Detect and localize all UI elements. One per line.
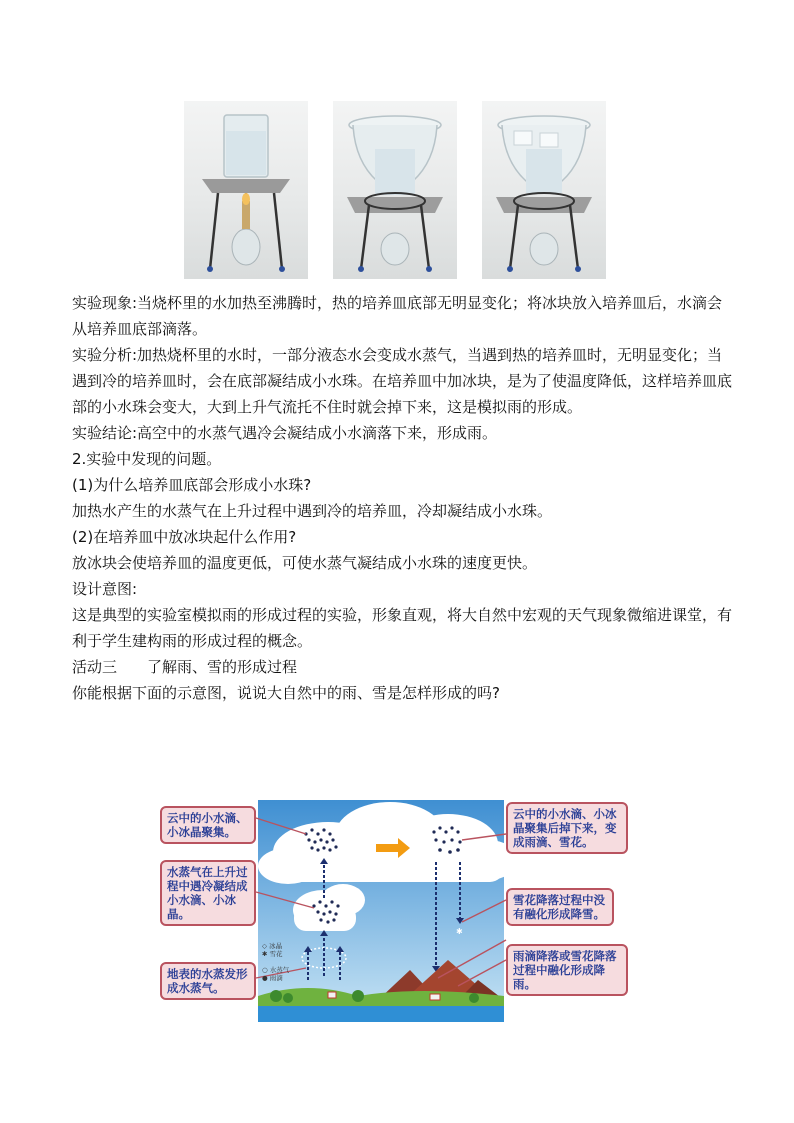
svg-text:✱: ✱	[456, 927, 463, 936]
legend-ice-crystal: ◇ 冰晶	[262, 942, 283, 950]
legend-water-vapor: ○ 水蒸气	[262, 966, 290, 974]
paragraph-design-intent-label: 设计意图:	[72, 580, 138, 598]
paragraph-problems-heading: 2.实验中发现的问题。	[72, 450, 222, 468]
water	[258, 1006, 504, 1022]
callout-falling-from-cloud: 云中的小水滴、小冰晶聚集后掉下来，变成雨滴、雪花。	[506, 802, 628, 854]
paragraph-analysis: 实验分析:加热烧杯里的水时，一部分液态水会变成水蒸气，当遇到热的培养皿时，无明显变化；当遇到冷的培养皿时，会在底部凝结成小水珠。在培养皿中加冰块，是为了使温度降低，这样培养皿底部的小水珠会变大，大到上升气流托不住时就会掉下来，这是模拟雨的形成。	[72, 346, 733, 416]
callout-vapor-condensing: 水蒸气在上升过程中遇冷凝结成小水滴、小冰晶。	[160, 860, 256, 926]
text-body	[72, 290, 732, 706]
photo-dish-with-ice	[482, 101, 606, 279]
callout-rainfall: 雨滴降落或雪花降落过程中融化形成降雨。	[506, 944, 628, 996]
paragraph-conclusion: 实验结论:高空中的水蒸气遇冷会凝结成小水滴落下来，形成雨。	[72, 424, 498, 442]
rain-snow-diagram	[158, 800, 630, 1022]
callout-cloud-gathering: 云中的小水滴、小冰晶聚集。	[160, 806, 256, 844]
paragraph-design-intent: 这是典型的实验室模拟雨的形成过程的实验，形象直观，将大自然中宏观的天气现象微缩进课堂，有利于学生建构雨的形成过程的概念。	[72, 606, 733, 650]
paragraph-question-1: (1)为什么培养皿底部会形成小水珠?	[72, 476, 312, 494]
callout-surface-evaporation: 地表的水蒸发形成水蒸气。	[160, 962, 256, 1000]
paragraph-phenomenon: 实验现象:当烧杯里的水加热至沸腾时，热的培养皿底部无明显变化；将冰块放入培养皿后，水滴会从培养皿底部滴落。	[72, 294, 723, 338]
diagram-legend	[262, 942, 289, 982]
photo-dish-on-beaker	[333, 101, 457, 279]
legend-raindrop: ● 雨滴	[262, 974, 283, 982]
experiment-photos	[184, 101, 606, 279]
paragraph-answer-2: 放冰块会使培养皿的温度更低，可使水蒸气凝结成小水珠的速度更快。	[72, 554, 538, 572]
paragraph-diagram-prompt: 你能根据下面的示意图，说说大自然中的雨、雪是怎样形成的吗?	[72, 684, 500, 702]
paragraph-activity-three: 活动三 了解雨、雪的形成过程	[72, 658, 298, 676]
paragraph-answer-1: 加热水产生的水蒸气在上升过程中遇到冷的培养皿，冷却凝结成小水珠。	[72, 502, 553, 520]
callout-snowfall: 雪花降落过程中没有融化形成降雪。	[506, 888, 614, 926]
paragraph-question-2: (2)在培养皿中放冰块起什么作用?	[72, 528, 297, 546]
legend-snowflake: ✱ 雪花	[262, 950, 283, 958]
photo-beaker-heating	[184, 101, 308, 279]
